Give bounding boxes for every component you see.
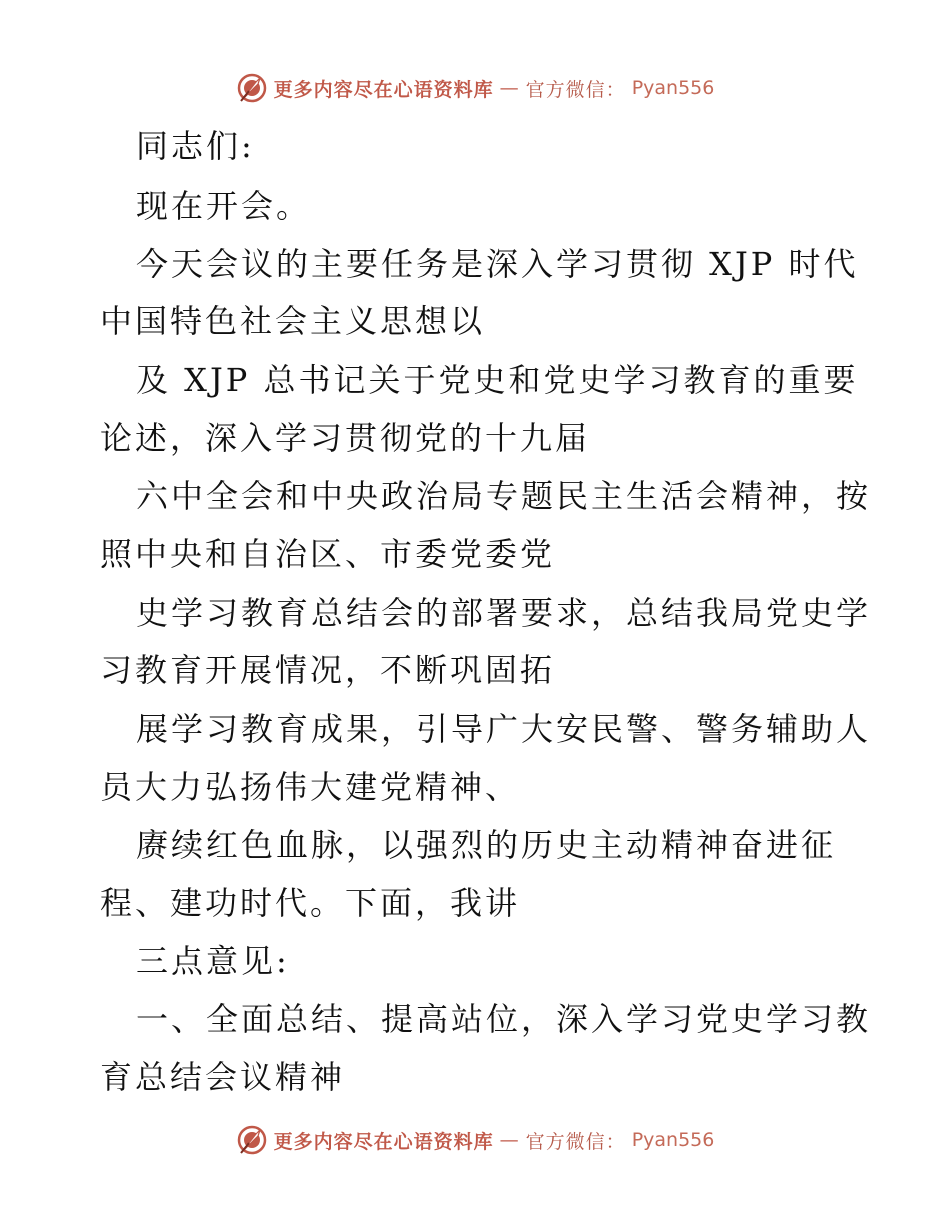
text-line: 展学习教育成果，引导广大安民警、警务辅助人 <box>136 710 872 748</box>
watermark-separator: — <box>499 1129 520 1151</box>
text-line: 现在开会。 <box>136 187 312 225</box>
quill-seal-icon <box>236 1124 268 1156</box>
text-line: 及 XJP 总书记关于党史和党史学习教育的重要 <box>136 361 859 399</box>
watermark-wechat-label: 官方微信： <box>525 1130 626 1153</box>
watermark-wechat-id: Pyan556 <box>631 77 715 99</box>
text-line: 今天会议的主要任务是深入学习贯彻 XJP 时代 <box>136 245 859 283</box>
text-line: 习教育开展情况，不断巩固拓 <box>100 651 556 689</box>
footer-watermark <box>0 1120 950 1160</box>
watermark-wechat-id: Pyan556 <box>631 1129 715 1151</box>
text-line: 赓续红色血脉，以强烈的历史主动精神奋进征 <box>136 826 837 864</box>
text-line: 同志们: <box>136 127 255 165</box>
watermark-main-text: 更多内容尽在心语资料库 <box>273 78 494 101</box>
text-line: 照中央和自治区、市委党委党 <box>100 535 556 573</box>
text-line: 三点意见: <box>136 942 290 980</box>
text-line: 史学习教育总结会的部署要求，总结我局党史学 <box>136 594 872 632</box>
watermark-wechat-label: 官方微信： <box>525 78 626 101</box>
text-line: 育总结会议精神 <box>100 1058 346 1096</box>
header-watermark <box>0 68 950 108</box>
text-line: 中国特色社会主义思想以 <box>100 302 486 340</box>
text-line: 一、全面总结、提高站位，深入学习党史学习教 <box>136 1000 872 1038</box>
text-line: 员大力弘扬伟大建党精神、 <box>100 768 521 806</box>
text-line: 六中全会和中央政治局专题民主生活会精神，按 <box>136 477 872 515</box>
quill-seal-icon <box>236 72 268 104</box>
text-line: 程、建功时代。下面，我讲 <box>100 884 521 922</box>
watermark-main-text: 更多内容尽在心语资料库 <box>273 1130 494 1153</box>
text-line: 论述，深入学习贯彻党的十九届 <box>100 419 591 457</box>
watermark-separator: — <box>499 77 520 99</box>
